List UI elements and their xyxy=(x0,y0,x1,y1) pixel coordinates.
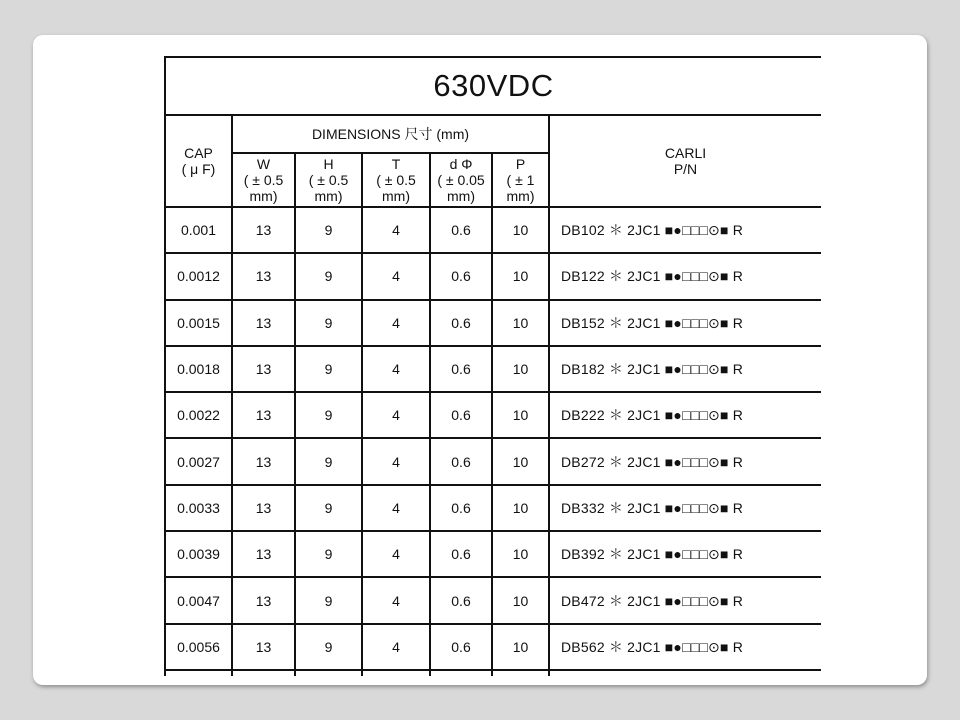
table-title: 630VDC xyxy=(165,57,821,115)
h-cell: 9 xyxy=(295,346,362,392)
d-cell: 0.6 xyxy=(430,624,492,670)
w-tolerance: ( ± 0.5 xyxy=(243,172,284,188)
carli-label: CARLI xyxy=(664,145,707,161)
p-cell: 10 xyxy=(492,253,549,299)
h-header xyxy=(295,153,362,207)
h-cell: 9 xyxy=(295,300,362,346)
h-cell: 9 xyxy=(295,624,362,670)
t-cell: 4 xyxy=(362,531,430,577)
w-cell: 13 xyxy=(232,531,295,577)
d-header xyxy=(430,153,492,207)
p-cell: 10 xyxy=(492,531,549,577)
t-cell: 4 xyxy=(362,577,430,623)
w-cell: 13 xyxy=(232,207,295,253)
p-cell: 10 xyxy=(492,577,549,623)
h-label: H xyxy=(323,156,334,172)
w-cell: 13 xyxy=(232,300,295,346)
p-cell: 10 xyxy=(492,485,549,531)
t-label: T xyxy=(391,156,401,172)
t-cell: 4 xyxy=(362,438,430,484)
cap-label: CAP xyxy=(184,145,213,161)
t-unit: mm) xyxy=(382,188,410,204)
cap-cell: 0.001 xyxy=(165,207,232,253)
cap-cell: 0.0047 xyxy=(165,577,232,623)
dimensions-header: DIMENSIONS 尺寸 (mm) xyxy=(232,115,549,153)
part-number-cell: DB472 ＊ 2JC1 ■●□□□⊙■ R xyxy=(549,577,821,623)
w-cell: 13 xyxy=(232,577,295,623)
w-cell: 13 xyxy=(232,253,295,299)
t-cell: 4 xyxy=(362,392,430,438)
h-cell xyxy=(295,670,362,676)
part-number-cell: DB152 ＊ 2JC1 ■●□□□⊙■ R xyxy=(549,300,821,346)
d-cell: 0.6 xyxy=(430,485,492,531)
spec-table xyxy=(164,56,821,676)
h-cell: 9 xyxy=(295,392,362,438)
w-cell: 13 xyxy=(232,624,295,670)
d-cell xyxy=(430,670,492,676)
t-cell: 4 xyxy=(362,624,430,670)
p-cell: 10 xyxy=(492,392,549,438)
cap-cell: 0.0033 xyxy=(165,485,232,531)
d-cell: 0.6 xyxy=(430,577,492,623)
t-cell: 4 xyxy=(362,346,430,392)
d-cell: 0.6 xyxy=(430,392,492,438)
w-cell xyxy=(232,670,295,676)
w-cell: 13 xyxy=(232,346,295,392)
h-cell: 9 xyxy=(295,438,362,484)
cap-cell: 0.0022 xyxy=(165,392,232,438)
table-row xyxy=(165,531,821,577)
t-tolerance: ( ± 0.5 xyxy=(376,172,416,188)
table-row xyxy=(165,438,821,484)
cap-cell: 0.0015 xyxy=(165,300,232,346)
d-tolerance: ( ± 0.05 xyxy=(437,172,485,188)
table-row xyxy=(165,346,821,392)
t-cell: 4 xyxy=(362,300,430,346)
carli-header xyxy=(549,115,821,207)
p-cell: 10 xyxy=(492,207,549,253)
part-number-cell: DB182 ＊ 2JC1 ■●□□□⊙■ R xyxy=(549,346,821,392)
table-row xyxy=(165,485,821,531)
h-unit: mm) xyxy=(314,188,343,204)
part-number-cell: DB392 ＊ 2JC1 ■●□□□⊙■ R xyxy=(549,531,821,577)
d-cell: 0.6 xyxy=(430,253,492,299)
cap-cell: 0.0056 xyxy=(165,624,232,670)
d-cell: 0.6 xyxy=(430,207,492,253)
cap-unit: ( μ F) xyxy=(181,161,216,177)
p-cell: 10 xyxy=(492,624,549,670)
part-number-cell: DB562 ＊ 2JC1 ■●□□□⊙■ R xyxy=(549,624,821,670)
cap-cell xyxy=(165,670,232,676)
slide-card xyxy=(33,35,927,685)
part-number-cell: DB122 ＊ 2JC1 ■●□□□⊙■ R xyxy=(549,253,821,299)
p-label: P xyxy=(515,156,526,172)
h-cell: 9 xyxy=(295,531,362,577)
w-label: W xyxy=(256,156,271,172)
d-cell: 0.6 xyxy=(430,531,492,577)
p-cell: 10 xyxy=(492,300,549,346)
w-cell: 13 xyxy=(232,485,295,531)
h-cell: 9 xyxy=(295,207,362,253)
t-cell: 4 xyxy=(362,485,430,531)
w-header xyxy=(232,153,295,207)
h-cell: 9 xyxy=(295,577,362,623)
part-number-cell xyxy=(549,670,821,676)
table-row xyxy=(165,253,821,299)
p-cell: 10 xyxy=(492,346,549,392)
p-header xyxy=(492,153,549,207)
t-cell: 4 xyxy=(362,253,430,299)
cap-cell: 0.0039 xyxy=(165,531,232,577)
h-cell: 9 xyxy=(295,253,362,299)
cap-cell: 0.0018 xyxy=(165,346,232,392)
table-row-partial xyxy=(165,670,821,676)
d-cell: 0.6 xyxy=(430,300,492,346)
t-header xyxy=(362,153,430,207)
cap-cell: 0.0027 xyxy=(165,438,232,484)
d-cell: 0.6 xyxy=(430,438,492,484)
table-row xyxy=(165,624,821,670)
part-number-cell: DB332 ＊ 2JC1 ■●□□□⊙■ R xyxy=(549,485,821,531)
w-cell: 13 xyxy=(232,438,295,484)
p-cell xyxy=(492,670,549,676)
p-cell: 10 xyxy=(492,438,549,484)
p-unit: mm) xyxy=(506,188,535,204)
spec-table-container xyxy=(164,56,821,676)
part-number-cell: DB222 ＊ 2JC1 ■●□□□⊙■ R xyxy=(549,392,821,438)
t-cell: 4 xyxy=(362,207,430,253)
h-tolerance: ( ± 0.5 xyxy=(308,172,349,188)
cap-header xyxy=(165,115,232,207)
w-cell: 13 xyxy=(232,392,295,438)
w-unit: mm) xyxy=(249,188,278,204)
t-cell xyxy=(362,670,430,676)
cap-cell: 0.0012 xyxy=(165,253,232,299)
d-unit: mm) xyxy=(447,188,475,204)
d-label: d Φ xyxy=(449,156,473,172)
pn-label: P/N xyxy=(673,161,698,177)
table-row xyxy=(165,392,821,438)
table-row xyxy=(165,577,821,623)
table-row xyxy=(165,300,821,346)
table-row xyxy=(165,207,821,253)
part-number-cell: DB102 ＊ 2JC1 ■●□□□⊙■ R xyxy=(549,207,821,253)
part-number-cell: DB272 ＊ 2JC1 ■●□□□⊙■ R xyxy=(549,438,821,484)
p-tolerance: ( ± 1 xyxy=(506,172,535,188)
h-cell: 9 xyxy=(295,485,362,531)
d-cell: 0.6 xyxy=(430,346,492,392)
